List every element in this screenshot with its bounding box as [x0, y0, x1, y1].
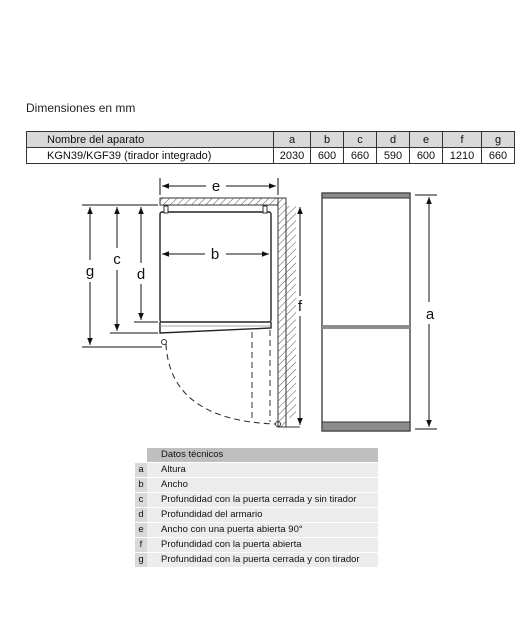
legend-key: a [135, 463, 147, 477]
dimensions-heading: Dimensiones en mm [26, 101, 136, 115]
list-item [135, 478, 378, 492]
legend-key: g [135, 553, 147, 567]
list-item [135, 553, 378, 567]
legend-text: Ancho [147, 478, 378, 492]
header-col-f: f [443, 132, 482, 148]
label-c: c [113, 251, 121, 268]
appliance-top-view [160, 206, 281, 427]
label-e: e [211, 178, 221, 195]
legend-key: c [135, 493, 147, 507]
value-e: 600 [410, 148, 443, 164]
legend-text: Altura [147, 463, 378, 477]
list-item [135, 463, 378, 477]
legend-key: d [135, 508, 147, 522]
appliance-front-view [322, 193, 410, 431]
legend-key: e [135, 523, 147, 537]
value-c: 660 [344, 148, 377, 164]
legend-text: Profundidad con la puerta cerrada y sin tirador [147, 493, 378, 507]
header-col-d: d [377, 132, 410, 148]
label-f: f [297, 298, 303, 315]
header-col-e: e [410, 132, 443, 148]
legend-key: f [135, 538, 147, 552]
label-d: d [136, 266, 146, 283]
legend-text: Profundidad del armario [147, 508, 378, 522]
header-col-b: b [311, 132, 344, 148]
value-f: 1210 [443, 148, 482, 164]
list-item [135, 523, 378, 537]
value-g: 660 [482, 148, 515, 164]
header-col-a: a [274, 132, 311, 148]
model-name-cell: KGN39/KGF39 (tirador integrado) [27, 148, 274, 164]
legend-text: Ancho con una puerta abierta 90° [147, 523, 378, 537]
cabinet-top-view [160, 198, 300, 427]
value-b: 600 [311, 148, 344, 164]
legend-text: Profundidad con la puerta cerrada y con tirador [147, 553, 378, 567]
value-a: 2030 [274, 148, 311, 164]
legend-title: Datos técnicos [147, 448, 378, 462]
header-col-c: c [344, 132, 377, 148]
technical-data-legend [135, 448, 378, 567]
list-item [135, 493, 378, 507]
header-col-g: g [482, 132, 515, 148]
header-name-cell: Nombre del aparato [27, 132, 274, 148]
legend-key: b [135, 478, 147, 492]
legend-text: Profundidad con la puerta abierta [147, 538, 378, 552]
label-g: g [85, 263, 95, 280]
label-b: b [210, 246, 220, 263]
value-d: 590 [377, 148, 410, 164]
list-item [135, 508, 378, 522]
label-a: a [425, 306, 435, 323]
list-item [135, 538, 378, 552]
